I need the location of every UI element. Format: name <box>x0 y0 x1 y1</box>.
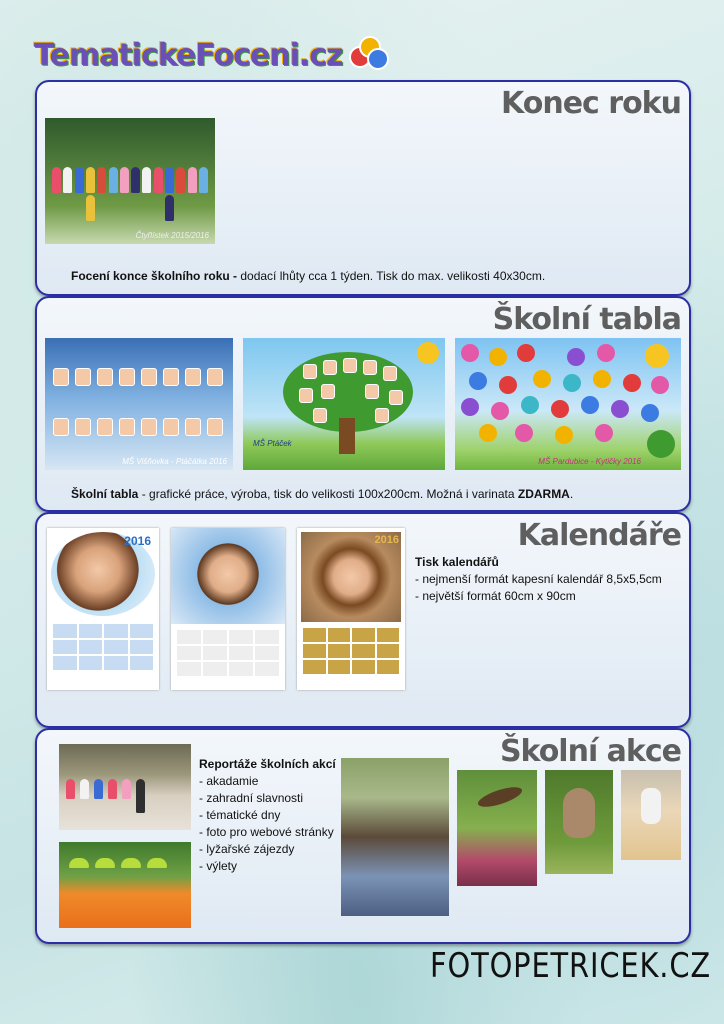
tablo-photo-tree[interactable] <box>243 338 445 470</box>
list-item: - tématické dny <box>199 808 281 822</box>
list-item: - největší formát 60cm x 90cm <box>415 589 576 603</box>
calendar-list <box>415 571 662 605</box>
logo-badge-icon <box>349 36 387 74</box>
calendar-month-grid <box>53 624 153 670</box>
event-photo-falconer[interactable] <box>341 758 449 916</box>
kids-figures <box>45 166 215 222</box>
section-konec-roku <box>35 80 691 296</box>
calendar-heading: Tisk kalendářů <box>415 555 499 569</box>
description-rest: - grafické práce, výroba, tisk do velikosti 100x200cm. Možná i varinata <box>138 487 518 501</box>
owl-icon <box>563 788 595 838</box>
section-title: Školní akce <box>499 734 681 769</box>
photo-caption: MŠ Ptáček <box>253 439 292 448</box>
sun-icon <box>417 342 439 364</box>
logo-text: TematickeFoceni.cz <box>34 37 343 73</box>
calendar-sample-3[interactable] <box>297 528 405 690</box>
list-item: - výlety <box>199 859 238 873</box>
tablo-photo-flowers[interactable] <box>455 338 681 470</box>
calendar-year: 2016 <box>124 534 151 548</box>
tree-trunk <box>339 418 355 454</box>
calendar-month-grid <box>303 628 399 674</box>
calendar-sample-2[interactable] <box>171 528 285 690</box>
section-kalendare <box>35 512 691 728</box>
photo-caption: MŠ Pardubice - Kytičky 2016 <box>538 457 641 466</box>
list-item: - foto pro webové stránky <box>199 825 334 839</box>
events-heading: Reportáže školních akcí <box>199 757 336 771</box>
kids-hats <box>69 858 167 868</box>
event-photo-eagle[interactable] <box>457 770 537 886</box>
events-info <box>199 756 336 875</box>
photo-caption: Čtyřlístek 2015/2016 <box>135 231 209 240</box>
calendar-month-grid <box>177 630 279 676</box>
events-list <box>199 773 336 875</box>
description-end: . <box>569 487 574 501</box>
description-rest: dodací lhůty cca 1 týden. Tisk do max. velikosti 40x30cm. <box>237 269 546 283</box>
section-skolni-akce <box>35 728 691 944</box>
footer-site-name[interactable]: FOTOPETRICEK.CZ <box>430 946 712 986</box>
section-title: Konec roku <box>501 86 681 121</box>
child-figure <box>641 788 661 824</box>
list-item: - zahradní slavnosti <box>199 791 304 805</box>
list-item: - nejmenší formát kapesní kalendář 8,5x5,5cm <box>415 572 662 586</box>
photo-caption: MŠ Višňovka - Ptáčátka 2016 <box>122 457 227 466</box>
calendar-year: 2016 <box>374 534 399 546</box>
list-item: - akadamie <box>199 774 259 788</box>
description-free: ZDARMA <box>517 487 570 501</box>
section-description <box>71 486 573 503</box>
event-photo-owl[interactable] <box>545 770 613 874</box>
description-bold: Focení konce školního roku - <box>71 269 238 283</box>
section-description <box>71 268 545 285</box>
section-title: Kalendáře <box>517 518 681 553</box>
class-group-photo[interactable] <box>45 118 215 244</box>
calendar-info <box>415 554 662 605</box>
sun-icon <box>645 344 669 368</box>
event-photo-kids-hats[interactable] <box>59 842 191 928</box>
description-bold: Školní tabla <box>71 487 139 501</box>
section-title: Školní tabla <box>492 302 681 337</box>
section-skolni-tabla <box>35 296 691 512</box>
child-portrait <box>171 528 285 624</box>
event-photo-kids-seated[interactable] <box>621 770 681 860</box>
tablo-photo-birds[interactable] <box>45 338 233 470</box>
bird-icon <box>476 783 524 811</box>
event-photo-performance[interactable] <box>59 744 191 830</box>
list-item: - lyžařské zájezdy <box>199 842 295 856</box>
calendar-sample-1[interactable] <box>47 528 159 690</box>
kids-figures <box>65 778 146 814</box>
site-logo[interactable] <box>34 34 387 76</box>
